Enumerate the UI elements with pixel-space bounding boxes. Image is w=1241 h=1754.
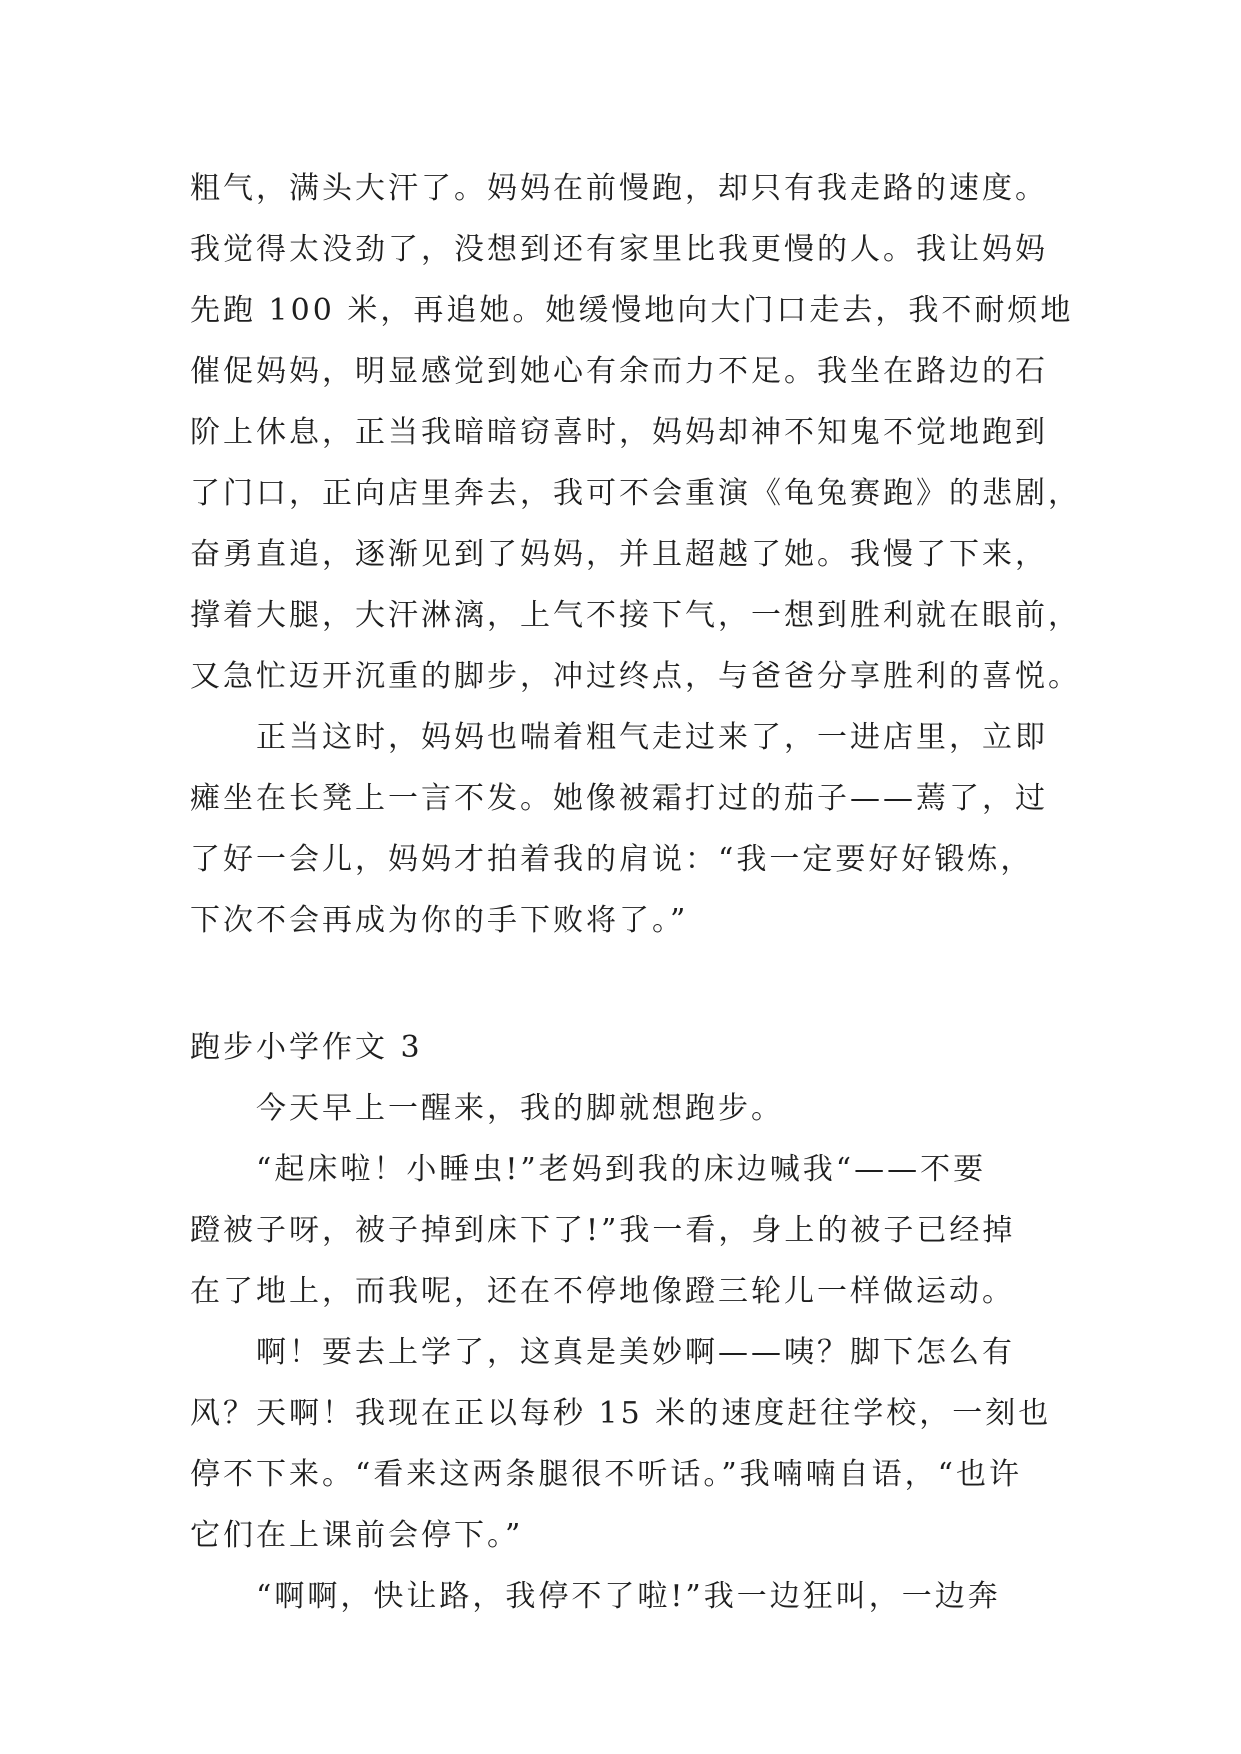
paragraph-continued — [190, 158, 1081, 707]
paragraph — [190, 1078, 1070, 1139]
paragraph — [190, 707, 1070, 951]
text-line: 它们在上课前会停下。” — [190, 1518, 524, 1553]
paragraph — [190, 1566, 1070, 1627]
text-line: 瘫坐在长凳上一言不发。她像被霜打过的茄子——蔫了，过 — [190, 781, 1048, 816]
text-line: 又急忙迈开沉重的脚步，冲过终点，与爸爸分享胜利的喜悦。 — [190, 659, 1081, 694]
text-line: 奋勇直追，逐渐见到了妈妈，并且超越了她。我慢了下来， — [190, 537, 1048, 572]
text-line: 停不下来。“看来这两条腿很不听话。”我喃喃自语，“也许 — [190, 1457, 1023, 1492]
text-line: 风？天啊！我现在正以每秒 15 米的速度赶往学校，一刻也 — [190, 1396, 1052, 1431]
text-line: “起床啦！小睡虫!”老妈到我的床边喊我“——不要 — [256, 1152, 987, 1187]
paragraph — [190, 1139, 1070, 1322]
text-line: 啊！要去上学了，这真是美妙啊——咦？脚下怎么有 — [256, 1335, 1015, 1370]
text-line: 粗气，满头大汗了。妈妈在前慢跑，却只有我走路的速度。 — [190, 171, 1048, 206]
paragraph — [190, 1322, 1070, 1566]
text-line: 我觉得太没劲了，没想到还有家里比我更慢的人。我让妈妈 — [190, 232, 1048, 267]
section-title: 跑步小学作文 3 — [190, 1030, 423, 1065]
text-line: 催促妈妈，明显感觉到她心有余而力不足。我坐在路边的石 — [190, 354, 1048, 389]
text-line: 在了地上，而我呢，还在不停地像蹬三轮儿一样做运动。 — [190, 1274, 1015, 1309]
text-line: 下次不会再成为你的手下败将了。” — [190, 903, 689, 938]
text-line: 阶上休息，正当我暗暗窃喜时，妈妈却神不知鬼不觉地跑到 — [190, 415, 1048, 450]
text-line: 今天早上一醒来，我的脚就想跑步。 — [256, 1091, 784, 1126]
text-line: 先跑 100 米，再追她。她缓慢地向大门口走去，我不耐烦地 — [190, 293, 1074, 328]
text-line: 正当这时，妈妈也喘着粗气走过来了，一进店里，立即 — [256, 720, 1048, 755]
text-line: “啊啊，快让路，我停不了啦!”我一边狂叫，一边奔 — [256, 1579, 1001, 1614]
section-spacer — [190, 951, 1070, 1017]
document-body — [190, 158, 1081, 1627]
text-line: 撑着大腿，大汗淋漓，上气不接下气，一想到胜利就在眼前， — [190, 598, 1081, 633]
text-line: 了门口，正向店里奔去，我可不会重演《龟兔赛跑》的悲剧， — [190, 476, 1081, 511]
text-line: 了好一会儿，妈妈才拍着我的肩说：“我一定要好好锻炼， — [190, 842, 1034, 877]
text-line: 蹬被子呀，被子掉到床下了!”我一看，身上的被子已经掉 — [190, 1213, 1016, 1248]
